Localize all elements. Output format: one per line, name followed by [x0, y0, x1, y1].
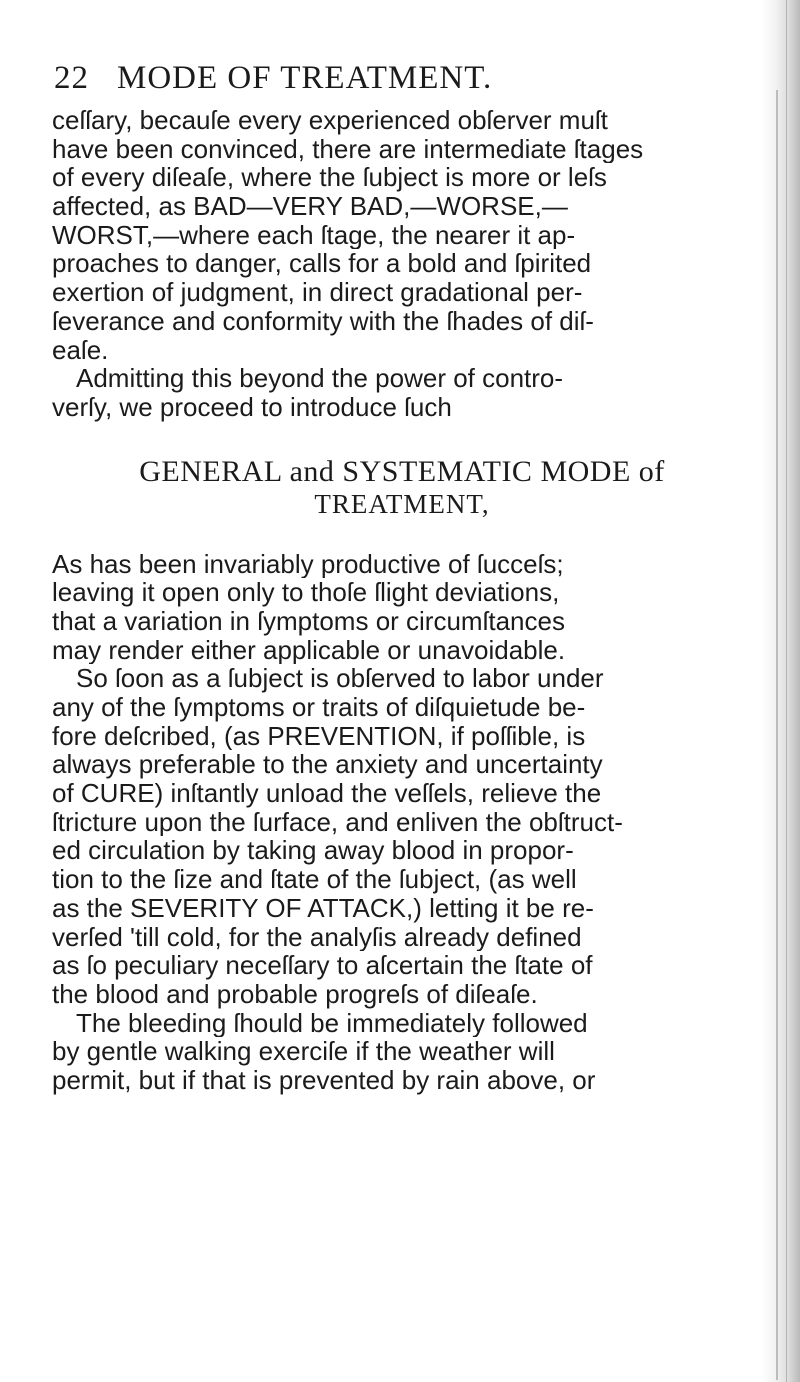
text-line: ſeverance and conformity with the ſhades of diſ-	[52, 306, 594, 336]
page-edge-shadow	[762, 0, 800, 1382]
text-line: as the SEVERITY OF ATTACK,) letting it be re-	[52, 893, 594, 923]
text-line: eaſe.	[52, 335, 109, 365]
text-line: the blood and probable progreſs of diſeaſe.	[52, 979, 538, 1009]
section-heading-line-2: TREATMENT,	[314, 488, 490, 519]
text-line: verſy, we proceed to introduce ſuch	[52, 392, 452, 422]
text-line: permit, but if that is prevented by rain above, or	[52, 1065, 596, 1095]
paragraph-5	[52, 1009, 752, 1095]
text-line: As has been invariably productive of ſucceſs;	[52, 549, 564, 579]
paragraph-4	[52, 664, 752, 1008]
paragraph-1	[52, 106, 752, 364]
text-line: of CURE) inſtantly unload the veſſels, relieve the	[52, 779, 602, 808]
section-heading-line-1: GENERAL and SYSTEMATIC MODE of	[139, 454, 665, 488]
text-line: affected, as BAD—VERY BAD,—WORSE,—	[52, 192, 568, 221]
page-number: 22	[54, 60, 89, 96]
text-line: Admitting this beyond the power of contro-	[76, 364, 564, 393]
text-line: exertion of judgment, in direct gradational per-	[52, 278, 583, 307]
text-line: The bleeding ſhould be immediately followed	[76, 1008, 588, 1038]
text-line: have been convinced, there are intermediate ſtages	[52, 134, 644, 164]
text-line: ſtricture upon the ſurface, and enliven the obſtruct-	[52, 807, 623, 837]
text-line: WORST,—where each ſtage, the nearer it ap-	[52, 220, 576, 250]
text-line: ed circulation by taking away blood in propor-	[52, 836, 574, 866]
text-line: leaving it open only to thoſe ſlight deviations,	[52, 578, 560, 607]
text-line: as ſo peculiary neceſſary to aſcertain the ſtate of	[52, 951, 593, 980]
running-head	[54, 60, 752, 106]
text-line: verſed 'till cold, for the analyſis already defined	[52, 922, 582, 952]
text-line: by gentle walking exerciſe if the weather will	[52, 1037, 555, 1066]
page-text-block	[52, 60, 752, 1095]
text-line: fore deſcribed, (as PREVENTION, if poſſible, is	[52, 721, 586, 751]
paragraph-3	[52, 550, 752, 665]
running-title: MODE OF TREATMENT.	[117, 60, 493, 96]
text-line: proaches to danger, calls for a bold and ſpirited	[52, 249, 592, 279]
text-line: of every diſeaſe, where the ſubject is more or leſs	[52, 163, 607, 193]
text-line: any of the ſymptoms or traits of diſquietude be-	[52, 693, 586, 722]
section-heading	[52, 455, 752, 520]
text-line: always preferable to the anxiety and uncertainty	[52, 750, 603, 780]
text-line: So ſoon as a ſubject is obſerved to labor under	[76, 664, 604, 693]
text-line: ceſſary, becauſe every experienced obſerver muſt	[52, 106, 608, 135]
text-line: tion to the ſize and ſtate of the ſubject, (as well	[52, 865, 577, 894]
text-line: that a variation in ſymptoms or circumſtances	[52, 606, 565, 636]
text-line: may render either applicable or unavoidable.	[52, 635, 566, 665]
paragraph-2	[52, 364, 752, 421]
